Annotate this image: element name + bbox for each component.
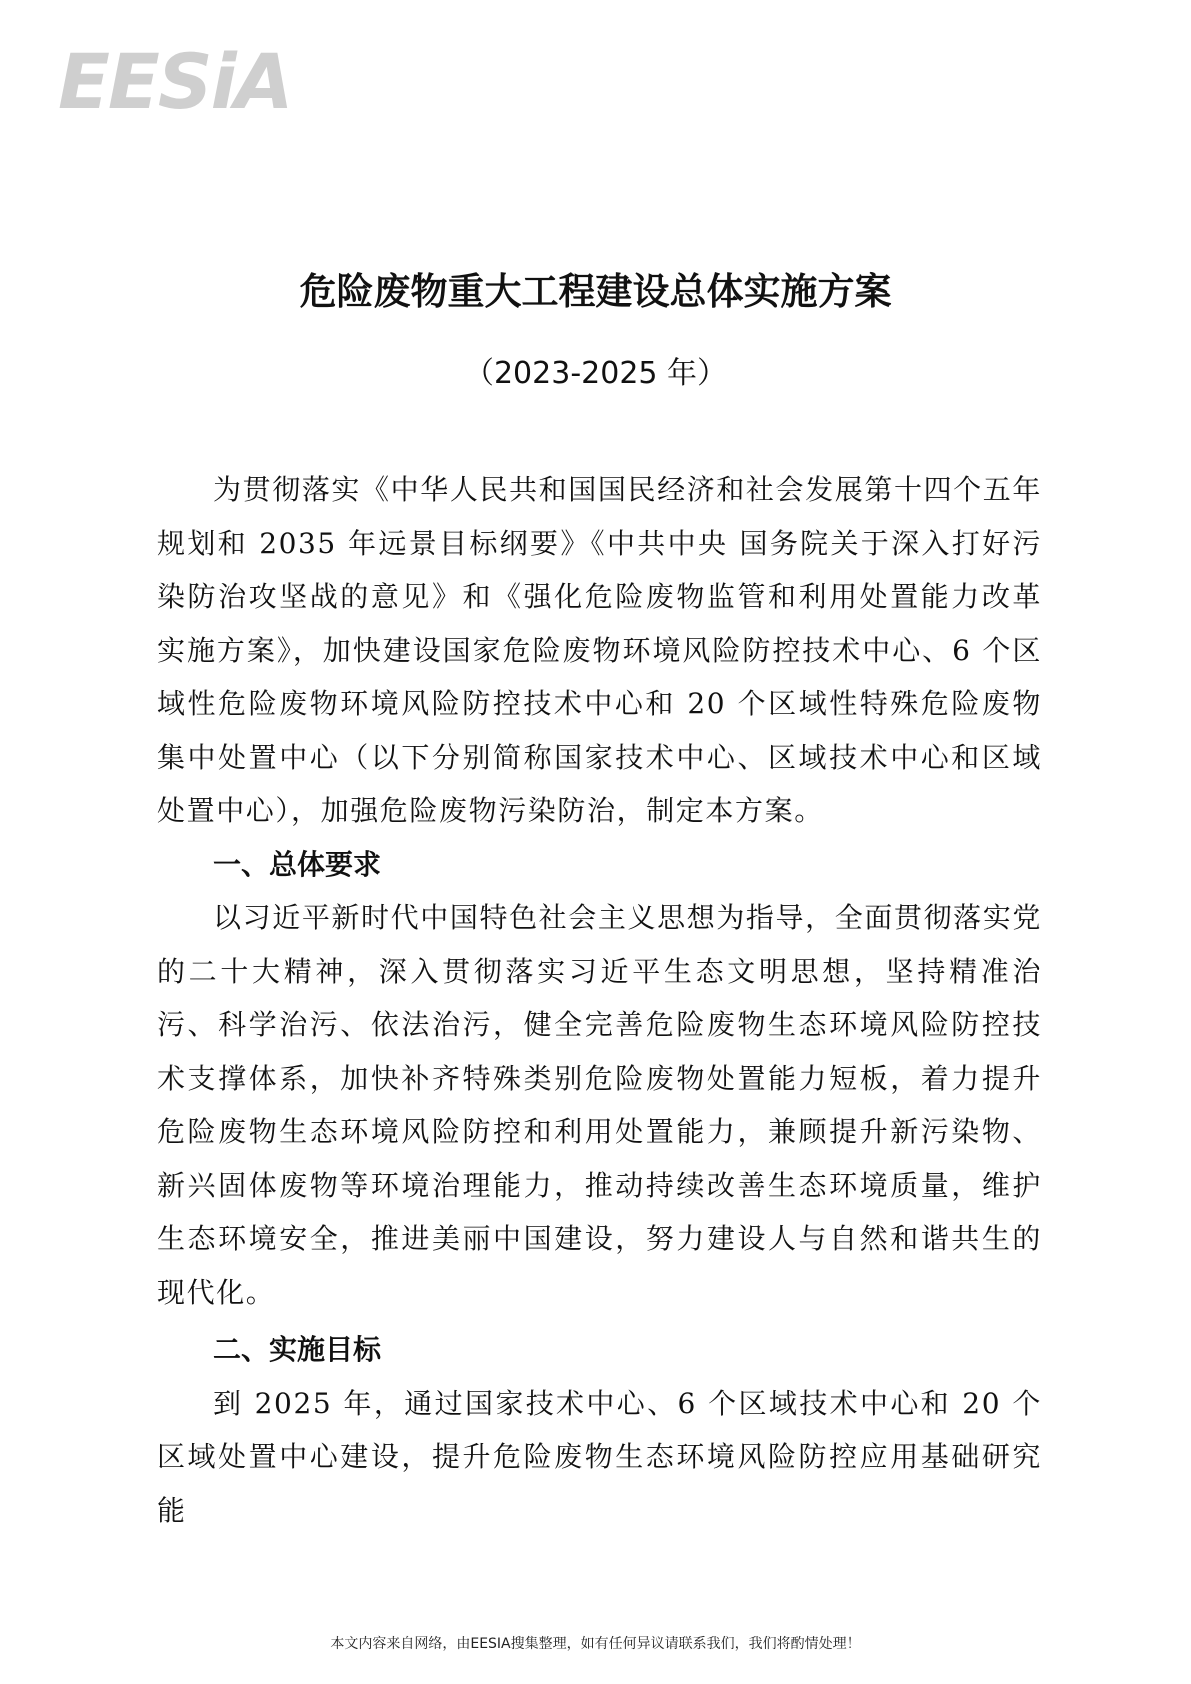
intro-paragraph: 为贯彻落实《中华人民共和国国民经济和社会发展第十四个五年规划和 2035 年远景目标纲要》《中共中央 国务院关于深入打好污染防治攻坚战的意见》和《强化危险废物监管和利用处置能力改革实施方案》，加快建设国家危险废物环境风险防控技术中心、6 个区域性危险废物环境风险防控技术中心和 20 个区域性特殊危险废物集中处置中心（以下分别简称国家技术中心、区域技术中心和区域处置中心），加强危险废物污染防治，制定本方案。: [157, 473, 1042, 827]
document-title: 危险废物重大工程建设总体实施方案: [299, 270, 892, 313]
footer-disclaimer: 本文内容来自网络，由EESIA搜集整理，如有任何异议请联系我们，我们将酌情处理！: [330, 1636, 861, 1652]
document-subtitle: （2023-2025 年）: [463, 356, 728, 391]
section-heading-implementation-goals: 二、实施目标: [213, 1333, 382, 1366]
general-requirements-paragraph: 以习近平新时代中国特色社会主义思想为指导，全面贯彻落实党的二十大精神，深入贯彻落实习近平生态文明思想，坚持精准治污、科学治污、依法治污，健全完善危险废物生态环境风险防控技术支撑体系，加快补齐特殊类别危险废物处置能力短板，着力提升危险废物生态环境风险防控和利用处置能力，兼顾提升新污染物、新兴固体废物等环境治理能力，推动持续改善生态环境质量，维护生态环境安全，推进美丽中国建设，努力建设人与自然和谐共生的现代化。: [157, 901, 1042, 1309]
implementation-goals-paragraph: 到 2025 年，通过国家技术中心、6 个区域技术中心和 20 个区域处置中心建设，提升危险废物生态环境风险防控应用基础研究能: [157, 1386, 1042, 1527]
section-heading-general-requirements: 一、总体要求: [213, 847, 382, 881]
eesia-logo: EESiA: [58, 37, 292, 126]
document-body: [157, 463, 1042, 1537]
